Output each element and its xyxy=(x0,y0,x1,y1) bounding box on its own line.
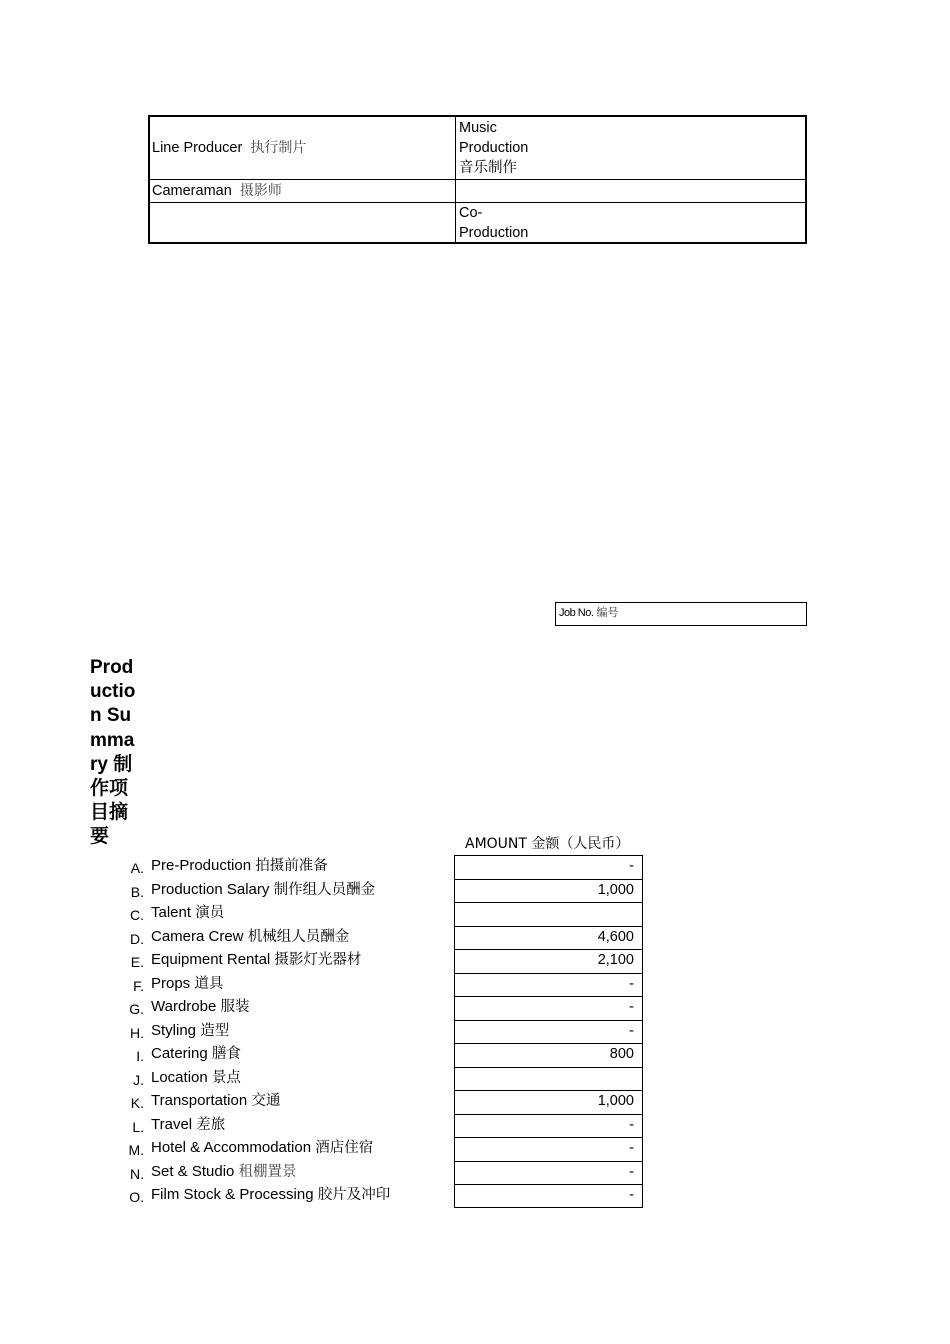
item-letter: C. xyxy=(130,907,144,923)
item-label-cn: 拍摄前准备 xyxy=(255,858,328,874)
amount-cell[interactable] xyxy=(454,902,643,926)
item-label-en: Styling xyxy=(151,1021,197,1039)
summary-row xyxy=(0,973,950,997)
page-title: Production Summary 制作项目摘要 xyxy=(90,657,136,848)
item-letter: A. xyxy=(130,860,144,876)
item-label-en: Talent xyxy=(151,904,192,921)
item-label-cn: 酒店住宿 xyxy=(315,1140,374,1156)
item-label xyxy=(151,1022,229,1040)
item-label-cn: 膳食 xyxy=(211,1046,241,1062)
summary-row xyxy=(0,1043,950,1067)
item-letter: L. xyxy=(132,1118,144,1135)
item-letter: B. xyxy=(130,883,144,900)
credits-right-cell xyxy=(459,118,569,178)
item-label xyxy=(151,1045,241,1063)
summary-row xyxy=(0,1184,950,1208)
item-label-en: Catering xyxy=(151,1045,208,1062)
job-number-label-cn: 编号 xyxy=(596,606,619,619)
amount-cell[interactable]: - xyxy=(454,1161,643,1185)
right-line: Production xyxy=(459,140,529,156)
item-label-en: Wardrobe xyxy=(151,998,217,1015)
role-label-en: Line Producer xyxy=(152,140,243,156)
item-letter: O. xyxy=(129,1189,144,1205)
item-label-cn: 道具 xyxy=(194,975,224,992)
amount-cell[interactable]: 800 xyxy=(454,1043,643,1067)
item-label-en: Hotel & Accommodation xyxy=(151,1139,312,1156)
amount-cell[interactable]: - xyxy=(454,855,643,879)
item-label xyxy=(151,1139,373,1157)
right-line: Production xyxy=(459,225,529,241)
item-letter: I. xyxy=(136,1048,144,1064)
item-label-cn: 租棚置景 xyxy=(238,1163,297,1180)
right-line: Co- xyxy=(459,205,483,221)
item-label-cn: 景点 xyxy=(211,1069,241,1086)
summary-row xyxy=(0,1161,950,1185)
credits-row-cameraman xyxy=(150,180,805,203)
item-label xyxy=(151,928,349,946)
amount-cell[interactable]: 2,100 xyxy=(454,949,643,973)
amount-cell[interactable]: - xyxy=(454,1114,643,1138)
amount-cell[interactable]: 4,600 xyxy=(454,926,643,950)
item-label-cn: 胶片及冲印 xyxy=(317,1187,391,1203)
item-label-en: Production Salary xyxy=(151,880,270,898)
item-label xyxy=(151,881,375,899)
amount-cell[interactable] xyxy=(454,1067,643,1091)
item-letter: M. xyxy=(128,1142,144,1158)
role-label-en: Cameraman xyxy=(152,183,232,199)
item-label xyxy=(151,1163,297,1181)
amount-cell[interactable]: - xyxy=(454,1184,643,1208)
item-label-en: Pre-Production xyxy=(151,857,252,874)
item-letter: N. xyxy=(130,1165,144,1182)
summary-row xyxy=(0,926,950,950)
item-label xyxy=(151,1116,225,1134)
item-label-cn: 差旅 xyxy=(196,1116,226,1133)
credits-left-cell xyxy=(152,181,282,201)
summary-row xyxy=(0,1090,950,1114)
item-letter: F. xyxy=(133,977,144,994)
item-label-cn: 服装 xyxy=(220,999,250,1015)
item-letter: D. xyxy=(130,930,144,947)
item-label xyxy=(151,975,223,993)
item-label-en: Equipment Rental xyxy=(151,951,271,968)
summary-row xyxy=(0,1067,950,1091)
item-label-cn: 交通 xyxy=(251,1093,281,1109)
job-number-field[interactable] xyxy=(555,602,807,626)
summary-row xyxy=(0,855,950,879)
role-label-cn: 执行制片 xyxy=(250,140,307,156)
item-letter: H. xyxy=(130,1024,144,1041)
item-letter: J. xyxy=(133,1071,144,1088)
item-letter: K. xyxy=(130,1095,144,1111)
amount-cell[interactable]: 1,000 xyxy=(454,1090,643,1114)
summary-row xyxy=(0,1020,950,1044)
item-label xyxy=(151,1092,280,1110)
item-label-en: Location xyxy=(151,1068,208,1086)
item-letter: E. xyxy=(130,954,144,970)
summary-row xyxy=(0,879,950,903)
item-label-cn: 制作组人员酬金 xyxy=(273,881,376,898)
item-label xyxy=(151,951,361,969)
summary-row xyxy=(0,1137,950,1161)
summary-row xyxy=(0,1114,950,1138)
amount-cell[interactable]: 1,000 xyxy=(454,879,643,903)
item-letter: G. xyxy=(129,1001,144,1017)
amount-cell[interactable]: - xyxy=(454,1137,643,1161)
item-label xyxy=(151,904,224,922)
item-label-en: Camera Crew xyxy=(151,927,244,945)
item-label-en: Props xyxy=(151,974,191,992)
item-label-cn: 机械组人员酬金 xyxy=(247,928,350,945)
item-label xyxy=(151,857,328,875)
credits-row-line-producer xyxy=(150,117,805,180)
item-label xyxy=(151,1069,241,1087)
amount-cell[interactable]: - xyxy=(454,996,643,1020)
credits-row-co-production xyxy=(150,203,805,244)
item-label-en: Travel xyxy=(151,1115,193,1133)
summary-row xyxy=(0,949,950,973)
amount-cell[interactable]: - xyxy=(454,1020,643,1044)
item-label-en: Film Stock & Processing xyxy=(151,1186,314,1203)
item-label-cn: 演员 xyxy=(195,905,225,921)
job-number-label: Job No. xyxy=(559,607,594,619)
item-label xyxy=(151,1186,390,1204)
item-label-en: Transportation xyxy=(151,1092,248,1109)
right-line: Music xyxy=(459,120,497,136)
credits-left-cell xyxy=(152,138,306,158)
amount-column-header: AMOUNT 金额（人民币） xyxy=(465,836,630,852)
role-label-cn: 摄影师 xyxy=(239,183,282,199)
right-line: 音乐制作 xyxy=(459,160,517,176)
item-label-cn: 摄影灯光器材 xyxy=(274,952,362,968)
summary-row xyxy=(0,902,950,926)
summary-row xyxy=(0,996,950,1020)
item-label xyxy=(151,998,249,1016)
item-label-cn: 造型 xyxy=(200,1022,230,1039)
item-label-en: Set & Studio xyxy=(151,1162,235,1180)
credits-right-cell xyxy=(459,203,569,243)
amount-cell[interactable]: - xyxy=(454,973,643,997)
credits-table xyxy=(148,115,807,244)
